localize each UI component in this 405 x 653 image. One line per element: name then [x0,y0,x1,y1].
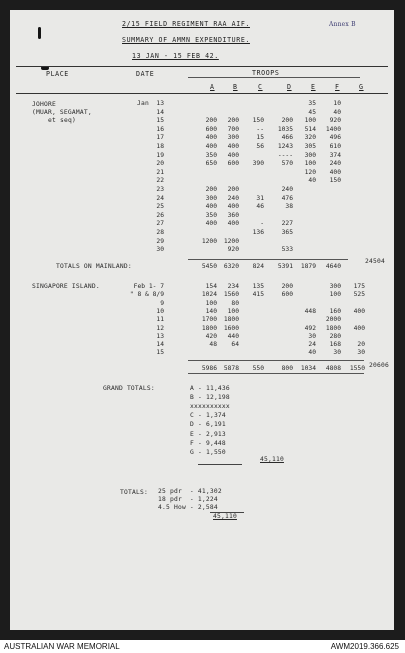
value-cell-a: 350 [205,212,217,219]
value-cell-e: 120 [304,169,316,176]
value-cell-f: 496 [329,134,341,141]
mainland-total-a: 5450 [201,263,217,270]
column-header-troops: TROOPS [252,69,280,77]
value-cell-g: 400 [353,325,365,332]
date-cell: 15 [156,117,164,124]
date-cell: 13 [156,100,164,107]
value-cell-e: 320 [304,134,316,141]
place-johore-sub1: (MUAR, SEGAMAT, [32,109,92,116]
punch-hole-mark [38,27,41,39]
date-cell: 30 [156,246,164,253]
value-cell-b: 440 [227,333,239,340]
value-cell-e: 100 [304,117,316,124]
value-cell-f: 2000 [325,316,341,323]
troop-letter-c: C [258,83,263,91]
date-cell: 28 [156,229,164,236]
value-cell-d: 365 [281,229,293,236]
value-cell-b: 700 [227,126,239,133]
value-cell-e: 40 [308,349,316,356]
value-cell-a: 200 [205,117,217,124]
date-cell: 10 [156,308,164,315]
mainland-grand-total: 24504 [365,258,385,265]
value-cell-b: 64 [231,341,239,348]
value-cell-a: 1800 [201,325,217,332]
archive-footer [0,640,405,653]
gun-total-item: 18 pdr - 1,224 [158,496,218,503]
value-cell-d: 227 [281,220,293,227]
month-jan: Jan [137,100,149,107]
value-cell-f: 920 [329,117,341,124]
mainland-total-b: 6320 [223,263,239,270]
value-cell-e: 100 [304,160,316,167]
date-range: 13 JAN - 15 FEB 42. [132,52,219,60]
value-cell-e: 40 [308,177,316,184]
value-cell-d: 1243 [277,143,293,150]
value-cell-f: 100 [329,291,341,298]
value-cell-a: 400 [205,203,217,210]
grand-totals-label: GRAND TOTALS: [103,385,155,392]
value-cell-b: 1560 [223,291,239,298]
value-cell-a: 1024 [201,291,217,298]
value-cell-c: 135 [252,283,264,290]
value-cell-b: 234 [227,283,239,290]
value-cell-b: 300 [227,134,239,141]
value-cell-b: 200 [227,186,239,193]
grand-totals-sum: 45,110 [260,456,284,463]
value-cell-d: 570 [281,160,293,167]
value-cell-e: 305 [304,143,316,150]
value-cell-d: 600 [281,291,293,298]
value-cell-b: 400 [227,203,239,210]
column-header-place: PLACE [46,70,69,78]
value-cell-d: 240 [281,186,293,193]
singapore-total-g: 1550 [349,365,365,372]
singapore-grand-total: 20606 [369,362,389,369]
date-cell: 18 [156,143,164,150]
value-cell-a: 650 [205,160,217,167]
value-cell-b: 400 [227,220,239,227]
value-cell-c: 136 [252,229,264,236]
date-cell: 17 [156,134,164,141]
value-cell-e: 24 [308,341,316,348]
value-cell-d: 200 [281,117,293,124]
date-cell: 14 [156,109,164,116]
value-cell-a: 400 [205,143,217,150]
value-cell-f: 160 [329,308,341,315]
value-cell-a: 48 [209,341,217,348]
value-cell-b: 200 [227,117,239,124]
date-cell: 25 [156,203,164,210]
place-johore: JOHORE [32,101,56,108]
date-cell: 26 [156,212,164,219]
totals-mainland-label: TOTALS ON MAINLAND: [56,263,132,270]
value-cell-b: 600 [227,160,239,167]
gun-total-item: 25 pdr - 41,302 [158,488,222,495]
date-cell: 14 [156,341,164,348]
value-cell-a: 350 [205,152,217,159]
value-cell-f: 40 [333,109,341,116]
date-cell: 27 [156,220,164,227]
singapore-total-rule [188,360,364,361]
grand-total-item: G - 1,550 [190,448,226,456]
date-cell: " 8 & 8/9 [129,291,164,298]
troops-rule [188,77,360,78]
value-cell-d: ---- [277,152,293,159]
header-rule [16,66,388,67]
grand-total-item: B - 12,198 [190,394,230,402]
value-cell-b: 240 [227,195,239,202]
value-cell-a: 600 [205,126,217,133]
value-cell-c: 150 [252,117,264,124]
value-cell-a: 100 [205,300,217,307]
gun-total-item: 4.5 How - 2,584 [158,504,218,511]
date-cell: 11 [156,316,164,323]
value-cell-d: 466 [281,134,293,141]
document-title: 2/15 FIELD REGIMENT RAA AIF. [122,20,250,28]
grand-total-item: E - 2,913 [190,430,226,438]
value-cell-a: 1200 [201,238,217,245]
value-cell-f: 30 [333,349,341,356]
value-cell-f: 400 [329,169,341,176]
date-cell: 22 [156,177,164,184]
value-cell-c: 31 [256,195,264,202]
value-cell-g: 525 [353,291,365,298]
value-cell-f: 374 [329,152,341,159]
value-cell-b: 400 [227,152,239,159]
date-cell: 16 [156,126,164,133]
value-cell-b: 400 [227,143,239,150]
value-cell-f: 1800 [325,325,341,332]
value-cell-a: 300 [205,195,217,202]
singapore-total-f: 4808 [325,365,341,372]
mainland-total-rule [188,259,348,260]
value-cell-b: 360 [227,212,239,219]
value-cell-a: 1700 [201,316,217,323]
grand-total-item: D - 6,191 [190,421,226,429]
singapore-total-d: 800 [281,365,293,372]
value-cell-f: 610 [329,143,341,150]
place-singapore: SINGAPORE ISLAND. [32,283,100,290]
annex-annotation: Annex B [329,21,356,28]
value-cell-e: 30 [308,333,316,340]
value-cell-d: 476 [281,195,293,202]
date-cell: Feb 1- 7 [133,283,164,290]
mainland-total-c: 824 [252,263,264,270]
value-cell-c: 56 [256,143,264,150]
value-cell-a: 400 [205,220,217,227]
footer-institution: AUSTRALIAN WAR MEMORIAL [4,642,120,651]
mainland-total-d: 5391 [277,263,293,270]
value-cell-f: 150 [329,177,341,184]
value-cell-a: 400 [205,134,217,141]
value-cell-b: 80 [231,300,239,307]
value-cell-f: 300 [329,283,341,290]
value-cell-f: 168 [329,341,341,348]
troop-letter-f: F [335,83,340,91]
value-cell-f: 240 [329,160,341,167]
troop-letter-a: A [210,83,215,91]
grand-total-item: C - 1,374 [190,412,226,420]
value-cell-e: 300 [304,152,316,159]
value-cell-a: 420 [205,333,217,340]
value-cell-c: 15 [256,134,264,141]
singapore-total-e: 1034 [300,365,316,372]
place-johore-sub2: et seq) [48,117,76,124]
mainland-total-f: 4640 [325,263,341,270]
value-cell-b: 1800 [223,316,239,323]
date-cell: 21 [156,169,164,176]
column-header-date: DATE [136,70,155,78]
grand-total-item: A - 11,436 [190,385,230,392]
value-cell-b: 100 [227,308,239,315]
value-cell-c: 390 [252,160,264,167]
troop-letter-e: E [311,83,316,91]
value-cell-a: 140 [205,308,217,315]
document-subtitle: SUMMARY OF AMMN EXPENDITURE. [122,36,250,44]
value-cell-g: 175 [353,283,365,290]
value-cell-e: 514 [304,126,316,133]
grand-total-item: xxxxxxxxxx [190,403,230,411]
date-cell: 29 [156,238,164,245]
value-cell-b: 920 [227,246,239,253]
date-cell: 9 [160,300,164,307]
grand-total-item: F - 9,448 [190,439,226,447]
value-cell-c: - [260,220,264,227]
value-cell-g: 30 [357,349,365,356]
value-cell-c: 46 [256,203,264,210]
singapore-total-bottom-rule [188,373,364,374]
value-cell-g: 400 [353,308,365,315]
date-cell: 12 [156,325,164,332]
value-cell-b: 1600 [223,325,239,332]
value-cell-g: 20 [357,341,365,348]
troop-letter-g: G [359,83,364,91]
value-cell-e: 35 [308,100,316,107]
troop-letter-b: B [233,83,238,91]
value-cell-d: 533 [281,246,293,253]
singapore-total-b: 5878 [223,365,239,372]
value-cell-f: 280 [329,333,341,340]
value-cell-d: 1035 [277,126,293,133]
date-cell: 20 [156,160,164,167]
singapore-total-a: 5986 [201,365,217,372]
date-cell: 15 [156,349,164,356]
header-bottom-rule [16,93,388,94]
value-cell-c: -- [256,126,264,133]
value-cell-c: 415 [252,291,264,298]
troop-letter-d: D [287,83,292,91]
value-cell-d: 38 [285,203,293,210]
value-cell-e: 448 [304,308,316,315]
date-cell: 13 [156,333,164,340]
value-cell-d: 200 [281,283,293,290]
value-cell-f: 10 [333,100,341,107]
value-cell-e: 492 [304,325,316,332]
value-cell-e: 45 [308,109,316,116]
footer-accession-id: AWM2019.366.625 [330,642,399,651]
value-cell-a: 154 [205,283,217,290]
mainland-total-e: 1879 [300,263,316,270]
date-cell: 24 [156,195,164,202]
value-cell-b: 1200 [223,238,239,245]
grand-totals-g-rule [198,464,242,465]
document-page [10,10,394,630]
value-cell-a: 200 [205,186,217,193]
date-cell: 23 [156,186,164,193]
value-cell-f: 1400 [325,126,341,133]
gun-totals-label: TOTALS: [120,489,148,496]
date-cell: 19 [156,152,164,159]
gun-totals-sum: 45,110 [213,513,237,520]
singapore-total-c: 550 [252,365,264,372]
